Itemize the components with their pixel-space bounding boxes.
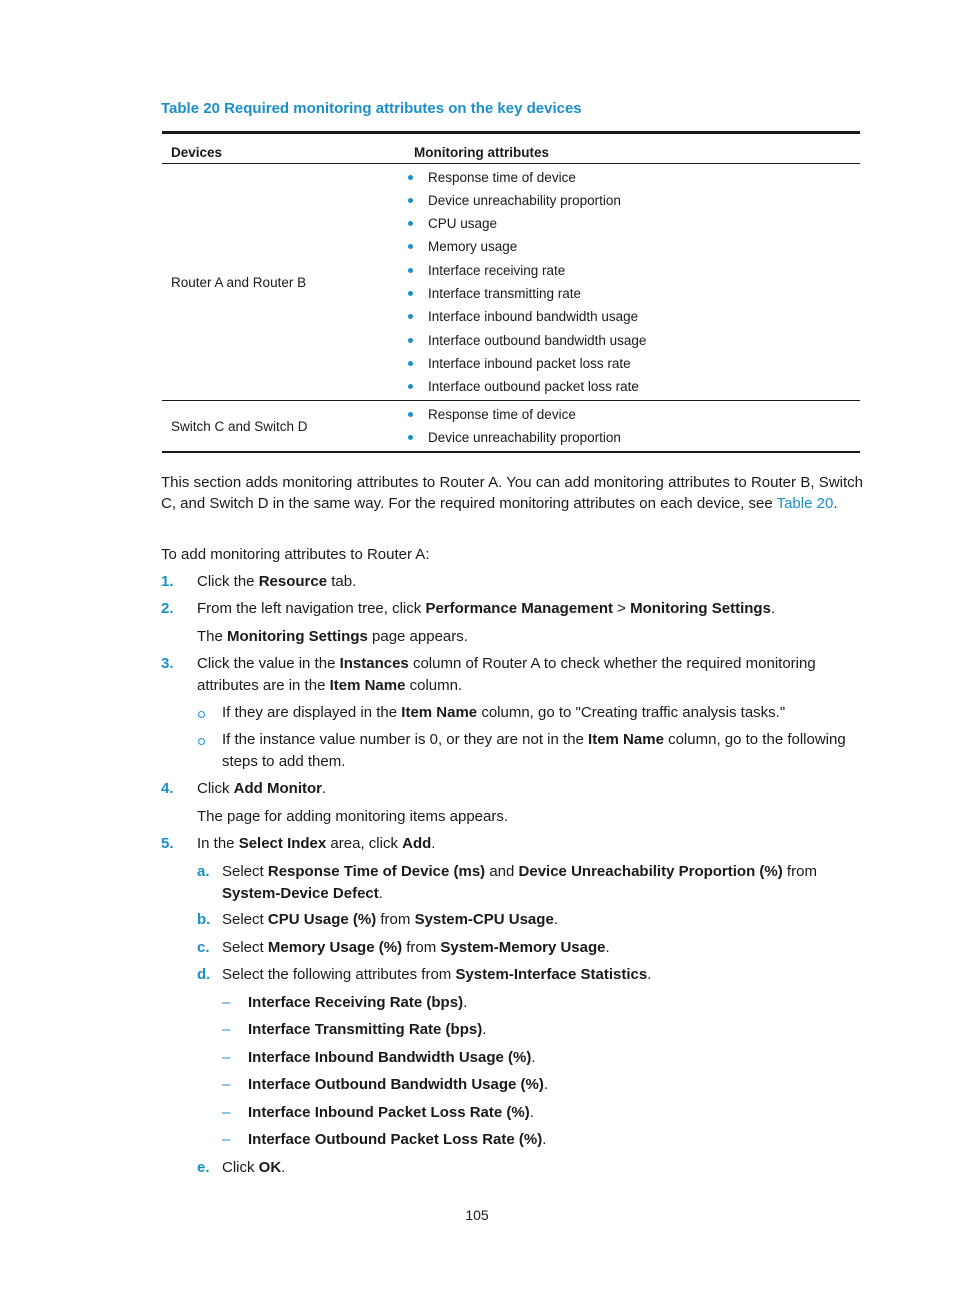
bullet-icon bbox=[408, 314, 413, 319]
table-caption: Table 20 Required monitoring attributes on the key devices bbox=[161, 100, 582, 117]
list-item: Interface receiving rate bbox=[405, 259, 860, 282]
bullet-icon bbox=[408, 268, 413, 273]
dash-bullet-icon: – bbox=[222, 1076, 231, 1093]
bullet-icon bbox=[408, 338, 413, 343]
table-row bbox=[162, 401, 860, 453]
substep-letter: a. bbox=[197, 863, 210, 880]
bullet-icon bbox=[408, 175, 413, 180]
step-3: Click the value in the Instances column of Router A to check whether the required monitoring attributes are in the Item Name column. bbox=[197, 655, 816, 694]
step-1: Click the Resource tab. bbox=[197, 573, 357, 590]
step-4: Click Add Monitor. bbox=[197, 780, 327, 797]
bullet-icon bbox=[408, 384, 413, 389]
step-5e: Click OK. bbox=[222, 1159, 286, 1176]
list-item: Interface Outbound Bandwidth Usage (%). bbox=[248, 1076, 549, 1093]
bullet-icon bbox=[408, 435, 413, 440]
substep-letter: e. bbox=[197, 1159, 210, 1176]
step-3-option-b: If the instance value number is 0, or they are not in the Item Name column, go to the following steps to add them. bbox=[222, 731, 846, 770]
bullet-icon bbox=[408, 244, 413, 249]
list-item: Response time of device bbox=[405, 403, 860, 426]
list-item: Interface transmitting rate bbox=[405, 282, 860, 305]
dash-bullet-icon: – bbox=[222, 1049, 231, 1066]
step-number: 3. bbox=[161, 655, 174, 672]
list-item: Device unreachability proportion bbox=[405, 426, 860, 449]
step-4-note: The page for adding monitoring items appears. bbox=[197, 808, 509, 825]
list-item: Interface inbound packet loss rate bbox=[405, 352, 860, 375]
step-number: 1. bbox=[161, 573, 174, 590]
step-5c: Select Memory Usage (%) from System-Memory Usage. bbox=[222, 939, 610, 956]
attributes-cell bbox=[405, 164, 860, 401]
substep-letter: b. bbox=[197, 911, 211, 928]
bullet-icon bbox=[408, 221, 413, 226]
dash-bullet-icon: – bbox=[222, 1131, 231, 1148]
substep-letter: d. bbox=[197, 966, 211, 983]
list-item: Interface outbound packet loss rate bbox=[405, 375, 860, 398]
dash-bullet-icon: – bbox=[222, 994, 231, 1011]
dash-bullet-icon: – bbox=[222, 1104, 231, 1121]
dash-bullet-icon: – bbox=[222, 1021, 231, 1038]
list-item: CPU usage bbox=[405, 212, 860, 235]
page-number: 105 bbox=[465, 1207, 489, 1223]
step-5b: Select CPU Usage (%) from System-CPU Usage. bbox=[222, 911, 558, 928]
step-5: In the Select Index area, click Add. bbox=[197, 835, 436, 852]
list-item: Interface Receiving Rate (bps). bbox=[248, 994, 468, 1011]
list-item: Interface Inbound Bandwidth Usage (%). bbox=[248, 1049, 536, 1066]
table-row bbox=[162, 164, 860, 401]
step-number: 4. bbox=[161, 780, 174, 797]
monitoring-attributes-table bbox=[162, 131, 860, 453]
table-20-link[interactable]: Table 20 bbox=[776, 495, 834, 512]
substep-letter: c. bbox=[197, 939, 210, 956]
intro-paragraph: This section adds monitoring attributes to Router A. You can add monitoring attributes to Router B, Switch C, and Switch D in the same way. For the required monitoring attributes on each device, see Table 20. bbox=[161, 474, 863, 512]
header-monitoring-attributes: Monitoring attributes bbox=[405, 133, 860, 164]
lead-paragraph: To add monitoring attributes to Router A: bbox=[161, 546, 430, 563]
list-item: Interface Inbound Packet Loss Rate (%). bbox=[248, 1104, 534, 1121]
circle-bullet-icon bbox=[198, 738, 205, 745]
bullet-icon bbox=[408, 198, 413, 203]
step-number: 5. bbox=[161, 835, 174, 852]
list-item: Interface inbound bandwidth usage bbox=[405, 305, 860, 328]
list-item: Response time of device bbox=[405, 166, 860, 189]
step-5a: Select Response Time of Device (ms) and Device Unreachability Proportion (%) from System-Device Defect. bbox=[222, 863, 817, 902]
bullet-icon bbox=[408, 361, 413, 366]
step-5d: Select the following attributes from System-Interface Statistics. bbox=[222, 966, 652, 983]
header-devices: Devices bbox=[162, 133, 405, 164]
bullet-icon bbox=[408, 412, 413, 417]
bullet-icon bbox=[408, 291, 413, 296]
step-2: From the left navigation tree, click Performance Management > Monitoring Settings. bbox=[197, 600, 776, 617]
step-3-option-a: If they are displayed in the Item Name column, go to "Creating traffic analysis tasks." bbox=[222, 704, 786, 721]
list-item: Interface Outbound Packet Loss Rate (%). bbox=[248, 1131, 547, 1148]
list-item: Memory usage bbox=[405, 235, 860, 258]
list-item: Device unreachability proportion bbox=[405, 189, 860, 212]
circle-bullet-icon bbox=[198, 711, 205, 718]
device-cell: Router A and Router B bbox=[162, 164, 405, 401]
step-2-note: The Monitoring Settings page appears. bbox=[197, 628, 468, 645]
list-item: Interface Transmitting Rate (bps). bbox=[248, 1021, 487, 1038]
step-number: 2. bbox=[161, 600, 174, 617]
attributes-cell bbox=[405, 401, 860, 453]
device-cell: Switch C and Switch D bbox=[162, 401, 405, 453]
list-item: Interface outbound bandwidth usage bbox=[405, 329, 860, 352]
